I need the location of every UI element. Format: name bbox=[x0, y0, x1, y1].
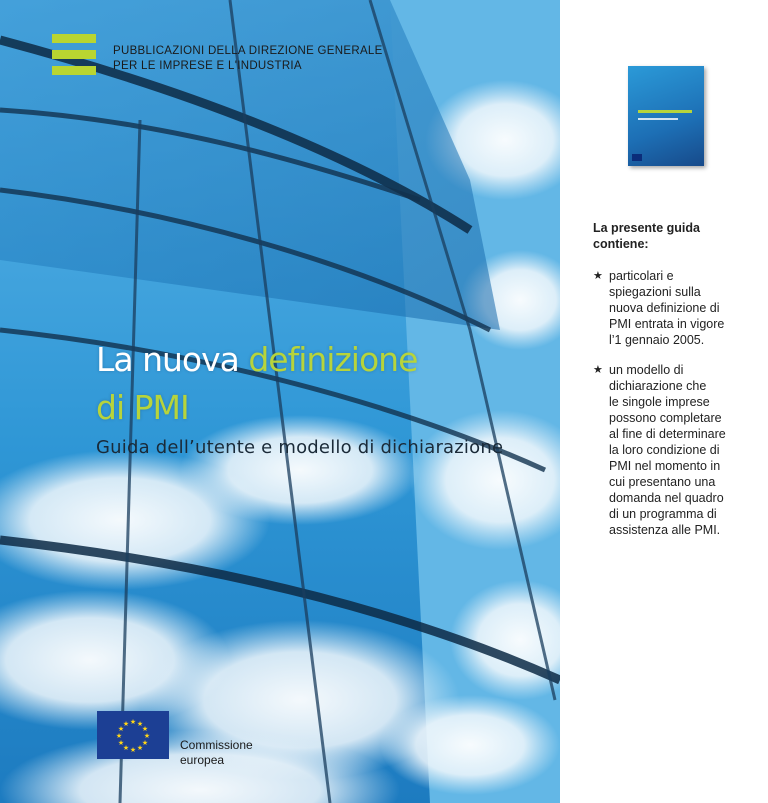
contents-panel bbox=[593, 220, 753, 552]
publication-header bbox=[113, 44, 383, 74]
bullet-item bbox=[593, 268, 753, 348]
star-bullet-icon: ★ bbox=[593, 270, 603, 282]
svg-text:★: ★ bbox=[122, 720, 130, 728]
svg-text:★: ★ bbox=[117, 725, 125, 733]
bullet-2-line: possono completare bbox=[609, 411, 722, 425]
svg-text:★: ★ bbox=[115, 732, 123, 740]
bullet-2-line: al fine di determinare bbox=[609, 427, 726, 441]
bullet-2-line: dichiarazione che bbox=[609, 379, 707, 393]
eu-stars-icon bbox=[97, 711, 169, 759]
bullet-2-line: assistenza alle PMI. bbox=[609, 523, 721, 537]
bullet-2-line: PMI nel momento in bbox=[609, 459, 721, 473]
bullet-2-line: domanda nel quadro bbox=[609, 491, 724, 505]
svg-text:★: ★ bbox=[122, 744, 130, 752]
guide-thumbnail bbox=[628, 66, 704, 166]
logo-bar bbox=[52, 50, 96, 59]
cover-title bbox=[96, 336, 417, 432]
cover-subtitle: Guida dell’utente e modello di dichiarazione bbox=[96, 437, 504, 458]
svg-text:★: ★ bbox=[129, 718, 137, 726]
bullet-2-line: la loro condizione di bbox=[609, 443, 720, 457]
commission-logo-text bbox=[180, 738, 253, 768]
eu-flag-icon bbox=[97, 711, 169, 759]
svg-text:★: ★ bbox=[141, 725, 149, 733]
thumbnail-text-bar bbox=[638, 118, 678, 120]
bullet-2-line: un modello di bbox=[609, 363, 684, 377]
svg-text:★: ★ bbox=[136, 744, 144, 752]
svg-text:★: ★ bbox=[129, 746, 137, 754]
bullet-1-line: spiegazioni sulla bbox=[609, 285, 701, 299]
title-accent: definizione bbox=[248, 340, 418, 379]
header-line-2: PER LE IMPRESE E L'INDUSTRIA bbox=[113, 60, 302, 72]
svg-text:★: ★ bbox=[117, 739, 125, 747]
bullet-2-line: cui presentano una bbox=[609, 475, 716, 489]
bullet-1-line: PMI entrata in vigore bbox=[609, 317, 725, 331]
bullet-2-line: di un programma di bbox=[609, 507, 717, 521]
logo-bar bbox=[52, 66, 96, 75]
title-part-1: La nuova bbox=[96, 340, 249, 379]
thumbnail-accent-bar bbox=[638, 110, 692, 113]
header-line-1: PUBBLICAZIONI DELLA DIREZIONE GENERALE bbox=[113, 45, 383, 57]
svg-text:★: ★ bbox=[143, 732, 151, 740]
bullet-2-line: le singole imprese bbox=[609, 395, 710, 409]
svg-text:★: ★ bbox=[141, 739, 149, 747]
logo-bar bbox=[52, 34, 96, 43]
publication-logo-bars bbox=[52, 34, 96, 82]
bullet-1-line: nuova definizione di bbox=[609, 301, 720, 315]
bullet-1-line: l’1 gennaio 2005. bbox=[609, 333, 705, 347]
title-line-2: di PMI bbox=[96, 388, 189, 427]
svg-text:★: ★ bbox=[136, 720, 144, 728]
star-bullet-icon: ★ bbox=[593, 364, 603, 376]
bullet-1-line: particolari e bbox=[609, 269, 674, 283]
panel-intro bbox=[593, 220, 753, 252]
thumbnail-flag-icon bbox=[632, 154, 642, 161]
intro-line-2: contiene: bbox=[593, 237, 649, 251]
logo-line-2: europea bbox=[180, 753, 225, 767]
bullet-item bbox=[593, 362, 753, 538]
logo-line-1: Commissione bbox=[180, 738, 253, 752]
intro-line-1: La presente guida bbox=[593, 221, 700, 235]
